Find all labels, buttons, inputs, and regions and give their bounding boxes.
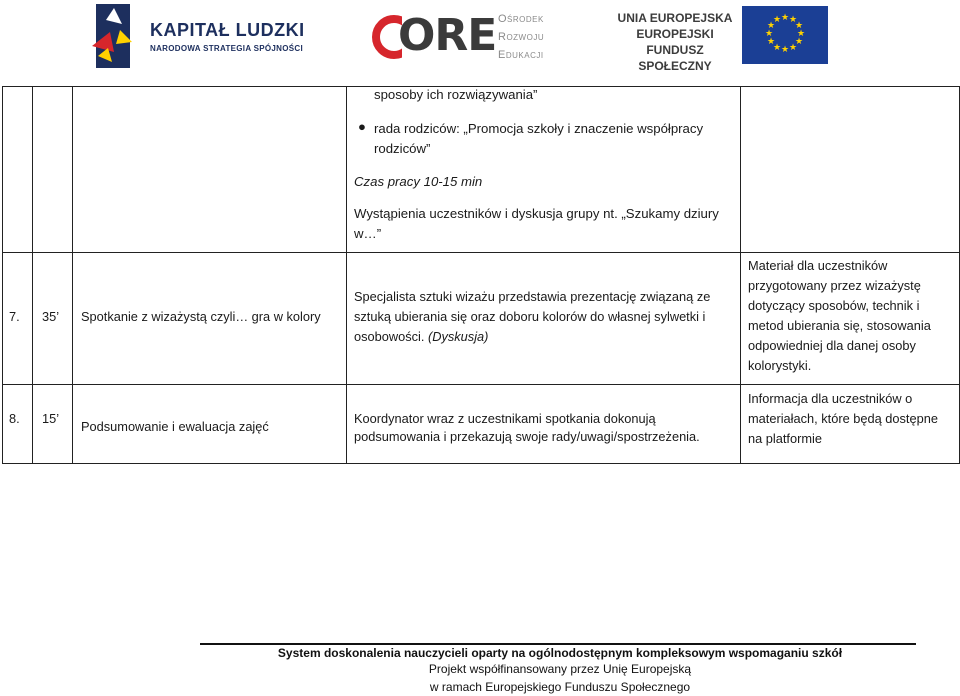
svg-text:★: ★ <box>764 29 774 39</box>
svg-text:★: ★ <box>780 13 790 23</box>
row-8-desc-line-2: podsumowania i przekazują swoje rady/uwagi/spostrzeżenia. <box>354 429 700 444</box>
kapital-ludzki-title: KAPITAŁ LUDZKI <box>150 20 305 40</box>
svg-text:★: ★ <box>794 21 804 31</box>
eu-logo <box>614 2 830 73</box>
row-8-number: 8. <box>9 411 20 426</box>
agenda-table <box>2 86 960 464</box>
speeches-line-1: Wystąpienia uczestników i dyskusja grupy nt. „Szukamy dziury <box>354 206 719 221</box>
row-8-material-line-1: Informacja dla uczestników o <box>748 391 913 406</box>
footer-line-2: Projekt współfinansowany przez Unię Europejską <box>428 662 692 676</box>
bullet-text-line-2: rodziców” <box>374 141 431 156</box>
row-7-desc-line-2: sztuką ubierania się oraz doboru kolorów do własnej sylwetki i <box>354 309 706 324</box>
svg-text:★: ★ <box>794 37 804 47</box>
row-7-material-line-6: kolorystyki. <box>748 358 812 373</box>
table-border-left <box>2 86 3 464</box>
eu-text <box>614 10 736 74</box>
row-7-topic: Spotkanie z wizażystą czyli… gra w kolory <box>81 309 321 324</box>
svg-text:★: ★ <box>772 43 782 53</box>
bullet-text-line-1: rada rodziców: „Promocja szkoły i znaczenie współpracy <box>374 121 704 136</box>
row-8-desc-line-1: Koordynator wraz z uczestnikami spotkania dokonują <box>354 411 656 426</box>
svg-text:★: ★ <box>796 29 806 39</box>
row-divider <box>2 252 960 253</box>
footer-line-1: System doskonalenia nauczycieli oparty na ogólnodostępnym kompleksowym wspomaganiu szkół <box>277 646 843 660</box>
row-7-material-line-4: metod ubierania się, stosowania <box>748 318 931 333</box>
row-8-material-line-2: materiałach, które będą dostępne <box>748 411 938 426</box>
row-divider <box>2 384 960 385</box>
ore-logo <box>372 8 562 66</box>
work-time: Czas pracy 10-15 min <box>354 174 483 189</box>
row-7-material-line-1: Materiał dla uczestników <box>748 258 888 273</box>
row-7-minutes: 35’ <box>42 309 60 324</box>
table-border-bottom <box>2 463 960 464</box>
footer-rule <box>200 643 916 645</box>
ore-line-2: Rozwoju <box>498 31 545 43</box>
speeches-line-2: w…” <box>354 226 382 241</box>
row-7-number: 7. <box>9 309 20 324</box>
eu-line-2: EUROPEJSKI <box>636 27 714 41</box>
row-7-material-line-3: dotyczący sposobów, technik i <box>748 298 920 313</box>
row-8-minutes: 15’ <box>42 411 60 426</box>
row-7-desc-text: osobowości. <box>354 329 428 344</box>
bullet-dot: ● <box>358 119 366 134</box>
svg-text:★: ★ <box>766 21 776 31</box>
ore-line-3: Edukacji <box>498 49 544 61</box>
kapital-ludzki-emblem-icon <box>92 2 148 70</box>
column-divider <box>32 86 33 464</box>
row-7-material-line-2: przygotowany przez wizażystę <box>748 278 921 293</box>
eu-line-3: FUNDUSZ SPOŁECZNY <box>638 43 712 73</box>
kapital-ludzki-logo <box>92 2 312 70</box>
row-7-desc-line-3 <box>354 327 488 347</box>
row-8-material-line-3: na platformie <box>748 431 822 446</box>
row-7-material-line-5: odpowiedniej dla danej osoby <box>748 338 916 353</box>
continued-text: sposoby ich rozwiązywania” <box>374 87 538 102</box>
ore-wordmark: ORE <box>398 10 497 61</box>
ore-lines <box>498 10 544 64</box>
footer-line-3: w ramach Europejskiego Funduszu Społecznego <box>429 680 691 694</box>
eu-flag-icon <box>742 6 828 64</box>
svg-text:★: ★ <box>780 45 790 55</box>
column-divider <box>346 86 347 464</box>
row-8-topic: Podsumowanie i ewaluacja zajęć <box>81 419 269 434</box>
svg-text:★: ★ <box>772 15 782 25</box>
svg-text:★: ★ <box>788 15 798 25</box>
svg-text:★: ★ <box>788 43 798 53</box>
svg-text:★: ★ <box>766 37 776 47</box>
kapital-ludzki-subtitle: NARODOWA STRATEGIA SPÓJNOŚCI <box>150 44 304 53</box>
column-divider <box>740 86 741 464</box>
eu-line-1: UNIA EUROPEJSKA <box>617 11 733 25</box>
ore-line-1: Ośrodek <box>498 13 544 25</box>
row-7-desc-line-1: Specjalista sztuki wizażu przedstawia prezentację związaną ze <box>354 289 711 304</box>
row-7-desc-italic: (Dyskusja) <box>427 329 489 344</box>
column-divider <box>72 86 73 464</box>
